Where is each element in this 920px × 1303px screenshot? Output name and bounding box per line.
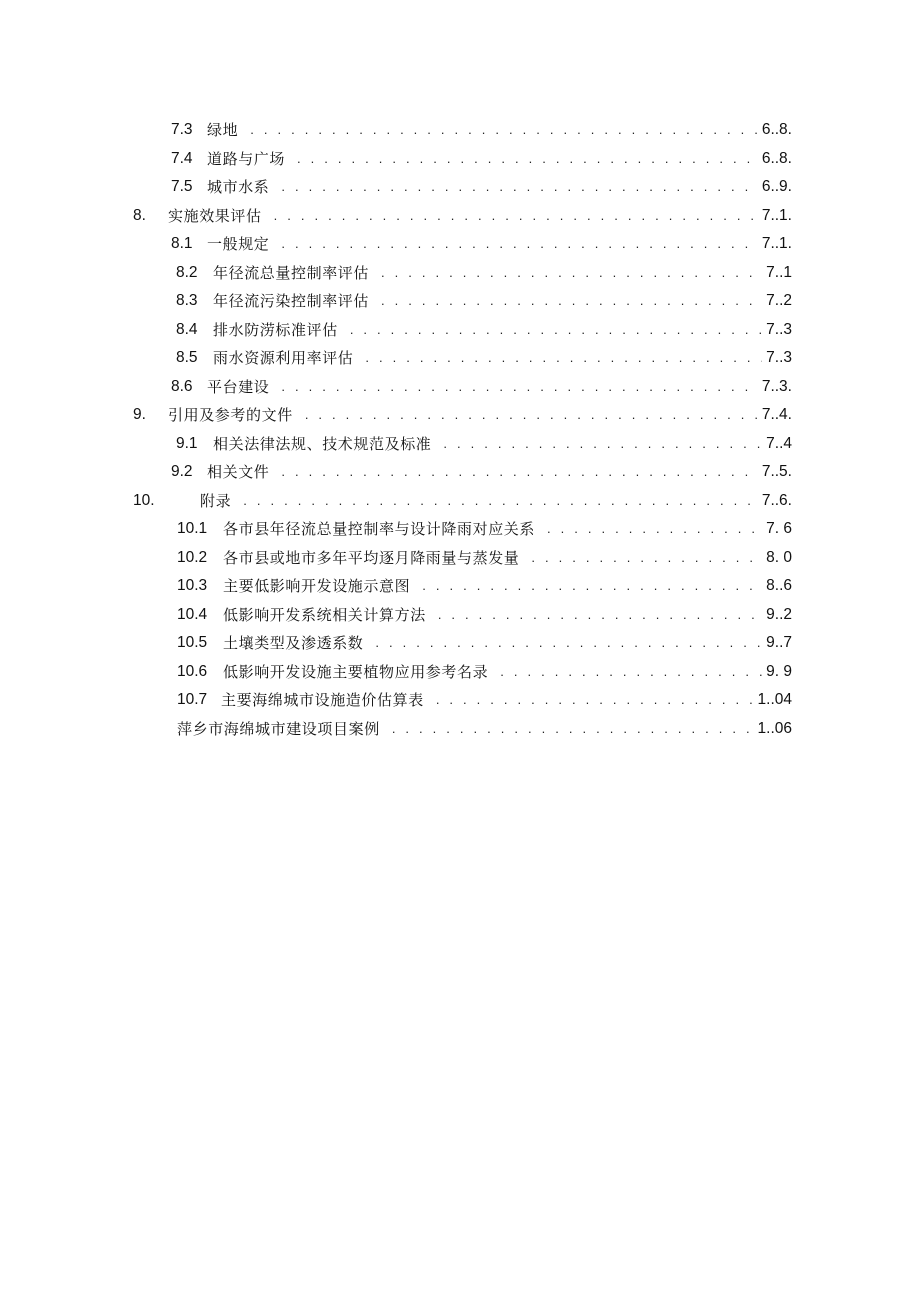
toc-title: 主要低影响开发设施示意图 (223, 577, 411, 596)
toc-leader-dots (531, 544, 762, 572)
toc-page-number: 7..1 (766, 263, 792, 281)
toc-title: 道路与广场 (207, 149, 286, 168)
toc-entry-10-4[interactable] (0, 601, 920, 630)
toc-page-number: 6..8. (761, 121, 792, 139)
toc-number: 8. (133, 206, 146, 224)
toc-page-number: 1..04 (757, 691, 792, 709)
toc-entry-9-2[interactable] (0, 458, 920, 487)
toc-entry-8-2[interactable] (0, 259, 920, 288)
toc-title: 主要海绵城市设施造价估算表 (221, 691, 424, 710)
toc-entry-9-1[interactable] (0, 430, 920, 459)
toc-entry-8-3[interactable] (0, 287, 920, 316)
toc-title: 各市县年径流总量控制率与设计降雨对应关系 (223, 520, 536, 539)
toc-number: 10.6 (177, 662, 208, 680)
toc-entry-10[interactable] (0, 487, 920, 516)
toc-title: 低影响开发系统相关计算方法 (223, 605, 426, 624)
toc-page-number: 7..3 (766, 349, 792, 367)
toc-entry-7-4[interactable] (0, 145, 920, 174)
toc-leader-dots (381, 259, 762, 287)
toc-page-number: 9. 9 (766, 662, 792, 680)
toc-entry-8-1[interactable] (0, 230, 920, 259)
toc-leader-dots (297, 145, 758, 173)
toc-title: 萍乡市海绵城市建设项目案例 (177, 719, 380, 738)
toc-entry-8[interactable] (0, 202, 920, 231)
toc-leader-dots (350, 316, 762, 344)
toc-number: 8.3 (176, 292, 198, 310)
toc-leader-dots (274, 202, 758, 230)
toc-title: 土壤类型及渗透系数 (223, 634, 364, 653)
toc-leader-dots (381, 287, 762, 315)
toc-leader-dots (422, 572, 762, 600)
toc-title: 引用及参考的文件 (168, 406, 293, 425)
toc-number: 10.3 (177, 577, 208, 595)
toc-leader-dots (281, 173, 757, 201)
toc-page-number: 9..7 (766, 634, 792, 652)
toc-page-number: 7..5. (761, 463, 792, 481)
toc-number: 10.4 (177, 605, 208, 623)
toc-page-number: 1..06 (757, 719, 792, 737)
toc-title: 低影响开发设施主要植物应用参考名录 (223, 662, 489, 681)
toc-title: 实施效果评估 (168, 206, 262, 225)
toc-leader-dots (281, 458, 757, 486)
toc-leader-dots (281, 230, 757, 258)
toc-entry-8-6[interactable] (0, 373, 920, 402)
toc-page-number: 9..2 (766, 605, 792, 623)
toc-page-number: 7..1. (761, 206, 792, 224)
toc-title: 各市县或地市多年平均逐月降雨量与蒸发量 (223, 548, 520, 567)
toc-leader-dots (500, 658, 762, 686)
toc-number: 8.6 (171, 377, 193, 395)
toc-leader-dots (305, 401, 758, 429)
toc-title: 年径流总量控制率评估 (213, 263, 370, 282)
toc-page-number: 8. 0 (766, 548, 792, 566)
toc-entry-10-3[interactable] (0, 572, 920, 601)
toc-entry-9[interactable] (0, 401, 920, 430)
toc-entry-10-1[interactable] (0, 515, 920, 544)
toc-entry-10-7[interactable] (0, 686, 920, 715)
toc-title: 附录 (200, 491, 232, 510)
toc-leader-dots (547, 515, 762, 543)
toc-entry-7-5[interactable] (0, 173, 920, 202)
toc-number: 7.3 (171, 121, 193, 139)
toc-page-number: 7..2 (766, 292, 792, 310)
toc-page-number: 6..8. (761, 149, 792, 167)
toc-number: 8.4 (176, 320, 198, 338)
toc-leader-dots (365, 344, 762, 372)
toc-number: 10.2 (177, 548, 208, 566)
toc-number: 10.7 (177, 691, 208, 709)
toc-entry-8-5[interactable] (0, 344, 920, 373)
toc-title: 相关法律法规、技术规范及标准 (213, 434, 432, 453)
toc-leader-dots (375, 629, 762, 657)
toc-leader-dots (436, 686, 754, 714)
toc-title: 相关文件 (207, 463, 270, 482)
toc-title: 排水防涝标准评估 (213, 320, 338, 339)
toc-page-number: 7. 6 (766, 520, 792, 538)
toc-number: 10. (133, 491, 155, 509)
toc-number: 9.2 (171, 463, 193, 481)
toc-leader-dots (281, 373, 757, 401)
toc-page-number: 7..3 (766, 320, 792, 338)
toc-entry-8-4[interactable] (0, 316, 920, 345)
toc-page-number: 7..3. (761, 377, 792, 395)
toc-leader-dots (243, 487, 758, 515)
toc-number: 8.2 (176, 263, 198, 281)
toc-page-number: 7..6. (761, 491, 792, 509)
toc-number: 9.1 (176, 434, 198, 452)
toc-title: 一般规定 (207, 235, 270, 254)
toc-leader-dots (250, 116, 758, 144)
toc-number: 10.1 (177, 520, 208, 538)
toc-number: 8.5 (176, 349, 198, 367)
toc-entry-7-3[interactable] (0, 116, 920, 145)
toc-title: 绿地 (207, 121, 239, 140)
toc-title: 平台建设 (207, 377, 270, 396)
table-of-contents (0, 116, 920, 743)
toc-title: 年径流污染控制率评估 (213, 292, 370, 311)
toc-leader-dots (392, 715, 754, 743)
toc-number: 7.4 (171, 149, 193, 167)
toc-number: 9. (133, 406, 146, 424)
toc-title: 雨水资源利用率评估 (213, 349, 354, 368)
toc-entry-10-5[interactable] (0, 629, 920, 658)
toc-title: 城市水系 (207, 178, 270, 197)
toc-entry-10-2[interactable] (0, 544, 920, 573)
toc-number: 8.1 (171, 235, 193, 253)
toc-leader-dots (443, 430, 762, 458)
toc-page-number: 6..9. (761, 178, 792, 196)
toc-entry-case-study[interactable] (0, 715, 920, 744)
toc-page-number: 7..1. (761, 235, 792, 253)
toc-number: 7.5 (171, 178, 193, 196)
toc-page-number: 7..4 (766, 434, 792, 452)
toc-page-number: 8..6 (766, 577, 792, 595)
toc-page-number: 7..4. (761, 406, 792, 424)
toc-leader-dots (438, 601, 762, 629)
toc-number: 10.5 (177, 634, 208, 652)
toc-entry-10-6[interactable] (0, 658, 920, 687)
